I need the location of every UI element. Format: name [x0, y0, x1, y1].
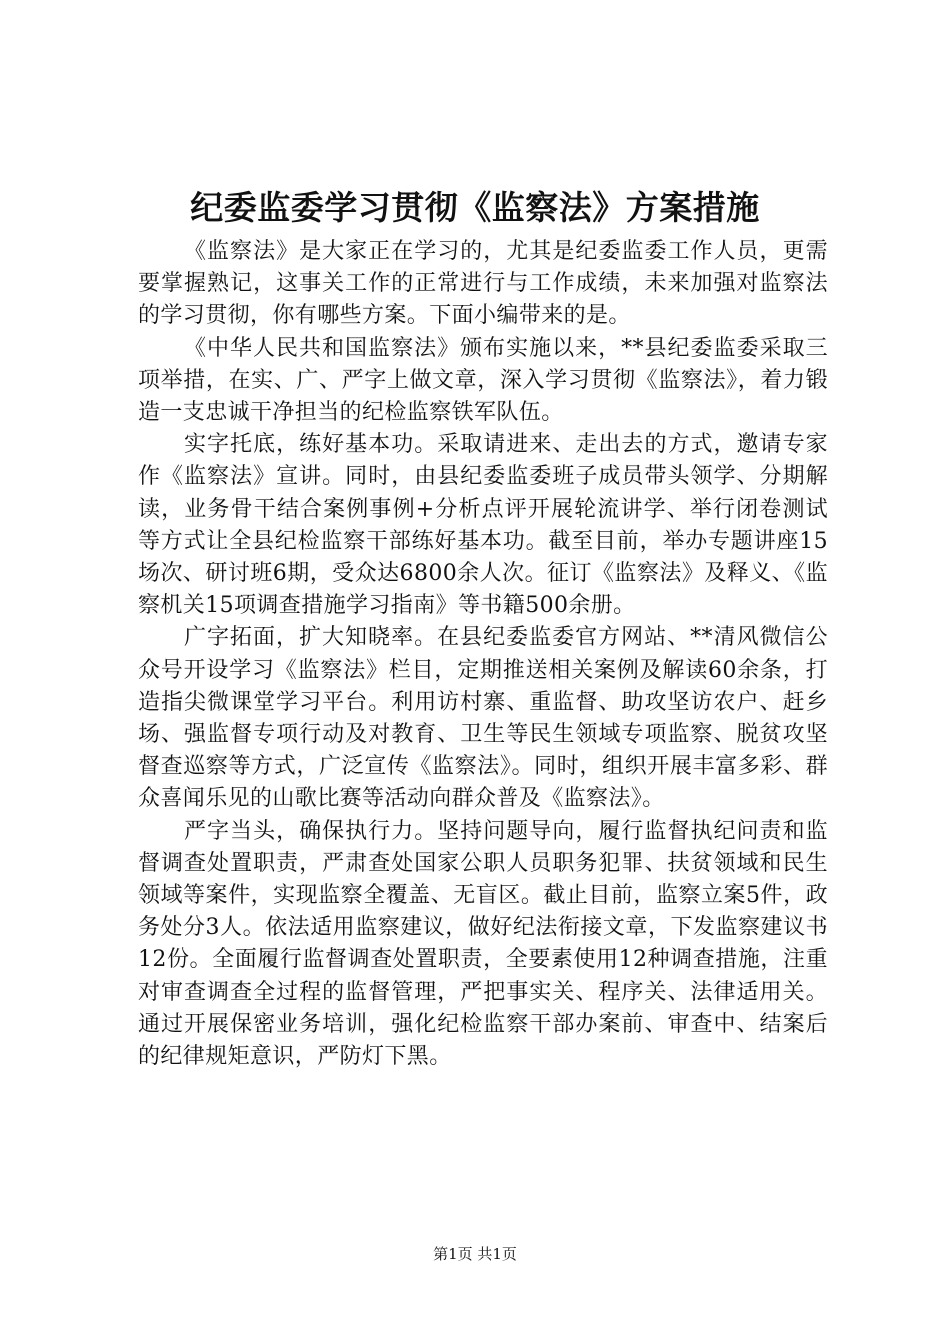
paragraph-intro: 《监察法》是大家正在学习的，尤其是纪委监委工作人员，更需要掌握熟记，这事关工作的正常进行与工作成绩，未来加强对监察法的学习贯彻，你有哪些方案。下面小编带来的是。 — [138, 239, 828, 329]
paragraph-shi: 实字托底，练好基本功。采取请进来、走出去的方式，邀请专家作《监察法》宣讲。同时，由县纪委监委班子成员带头领学、分期解读，业务骨干结合案例事例+分析点评开展轮流讲学、举行闭卷测试等方式让全县纪检监察干部练好基本功。截至目前，举办专题讲座15场次、研讨班6期，受众达6800余人次。征订《监察法》及释义、《监察机关15项调查措施学习指南》等书籍500余册。 — [138, 432, 828, 619]
paragraph-guang: 广字拓面，扩大知晓率。在县纪委监委官方网站、**清风微信公众号开设学习《监察法》栏目，定期推送相关案例及解读60余条，打造指尖微课堂学习平台。利用访村寨、重监督、助攻坚访农户、赶乡场、强监督专项行动及对教育、卫生等民生领域专项监察、脱贫攻坚督查巡察等方式，广泛宣传《监察法》。同时，组织开展丰富多彩、群众喜闻乐见的山歌比赛等活动向群众普及《监察法》。 — [138, 625, 828, 812]
paragraph-yan: 严字当头，确保执行力。坚持问题导向，履行监督执纪问责和监督调查处置职责，严肃查处国家公职人员职务犯罪、扶贫领域和民生领域等案件，实现监察全覆盖、无盲区。截止目前，监察立案5件，政务处分3人。依法适用监察建议，做好纪法衔接文章，下发监察建议书12份。全面履行监督调查处置职责，全要素使用12种调查措施，注重对审查调查全过程的监督管理，严把事实关、程序关、法律适用关。通过开展保密业务培训，强化纪检监察干部办案前、审查中、结案后的纪律规矩意识，严防灯下黑。 — [138, 818, 828, 1070]
paragraph-overview: 《中华人民共和国监察法》颁布实施以来，**县纪委监委采取三项举措，在实、广、严字上做文章，深入学习贯彻《监察法》，着力锻造一支忠诚干净担当的纪检监察铁军队伍。 — [138, 335, 828, 426]
page-number-footer: 第1页 共1页 — [433, 1245, 517, 1263]
document-title: 纪委监委学习贯彻《监察法》方案措施 — [190, 188, 760, 227]
document-body — [138, 236, 828, 1073]
